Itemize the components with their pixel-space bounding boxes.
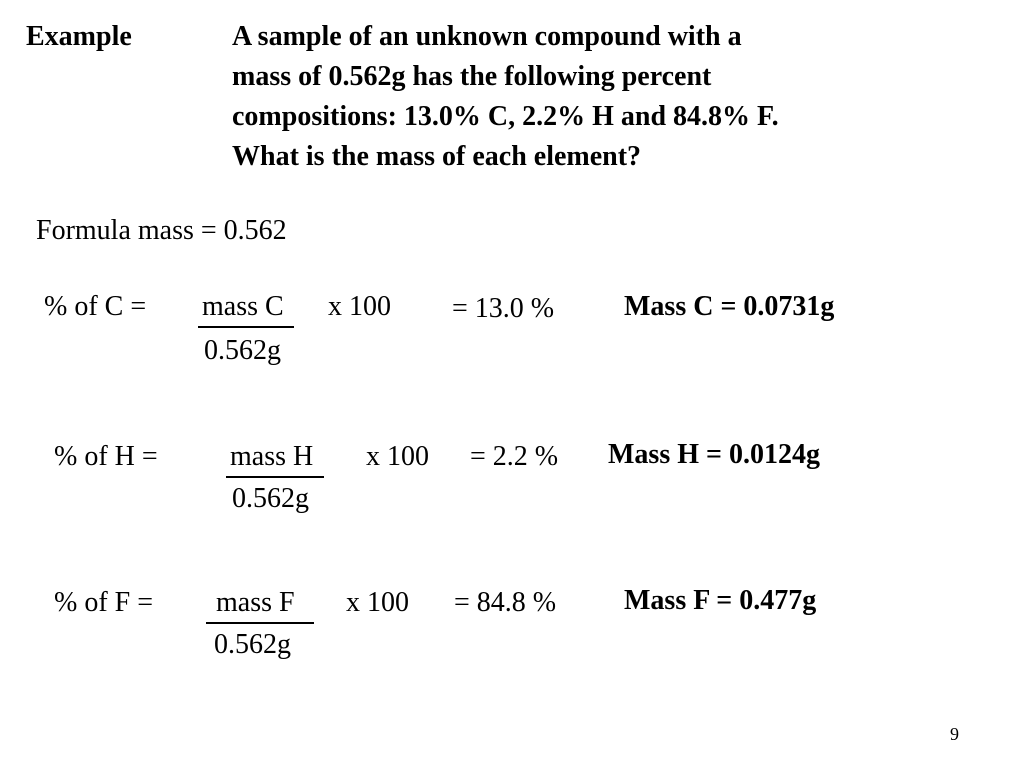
- mass-answer: Mass F = 0.477g: [624, 585, 817, 616]
- fraction-bar: [206, 622, 314, 624]
- percent-result: = 2.2 %: [470, 441, 559, 472]
- example-label: Example: [26, 21, 132, 52]
- question-line-3: compositions: 13.0% C, 2.2% H and 84.8% F.: [232, 101, 779, 132]
- times-hundred: x 100: [346, 587, 409, 618]
- percent-label: % of H =: [54, 441, 158, 472]
- question-line-2: mass of 0.562g has the following percent: [232, 61, 712, 92]
- fraction-denominator: 0.562g: [204, 335, 281, 366]
- percent-label: % of F =: [54, 587, 154, 618]
- percent-result: = 84.8 %: [454, 587, 557, 618]
- percent-label: % of C =: [44, 291, 147, 322]
- fraction-numerator: mass F: [216, 587, 295, 618]
- times-hundred: x 100: [366, 441, 429, 472]
- percent-result: = 13.0 %: [452, 293, 555, 324]
- times-hundred: x 100: [328, 291, 391, 322]
- fraction-numerator: mass C: [202, 291, 284, 322]
- fraction-bar: [198, 326, 294, 328]
- fraction-denominator: 0.562g: [214, 629, 291, 660]
- mass-answer: Mass C = 0.0731g: [624, 291, 835, 322]
- question-line-1: A sample of an unknown compound with a: [232, 21, 742, 52]
- page-number: 9: [950, 724, 959, 744]
- fraction-bar: [226, 476, 324, 478]
- fraction-denominator: 0.562g: [232, 483, 309, 514]
- mass-answer: Mass H = 0.0124g: [608, 439, 820, 470]
- formula-mass: Formula mass = 0.562: [36, 215, 287, 246]
- question-line-4: What is the mass of each element?: [232, 141, 642, 172]
- fraction-numerator: mass H: [230, 441, 314, 472]
